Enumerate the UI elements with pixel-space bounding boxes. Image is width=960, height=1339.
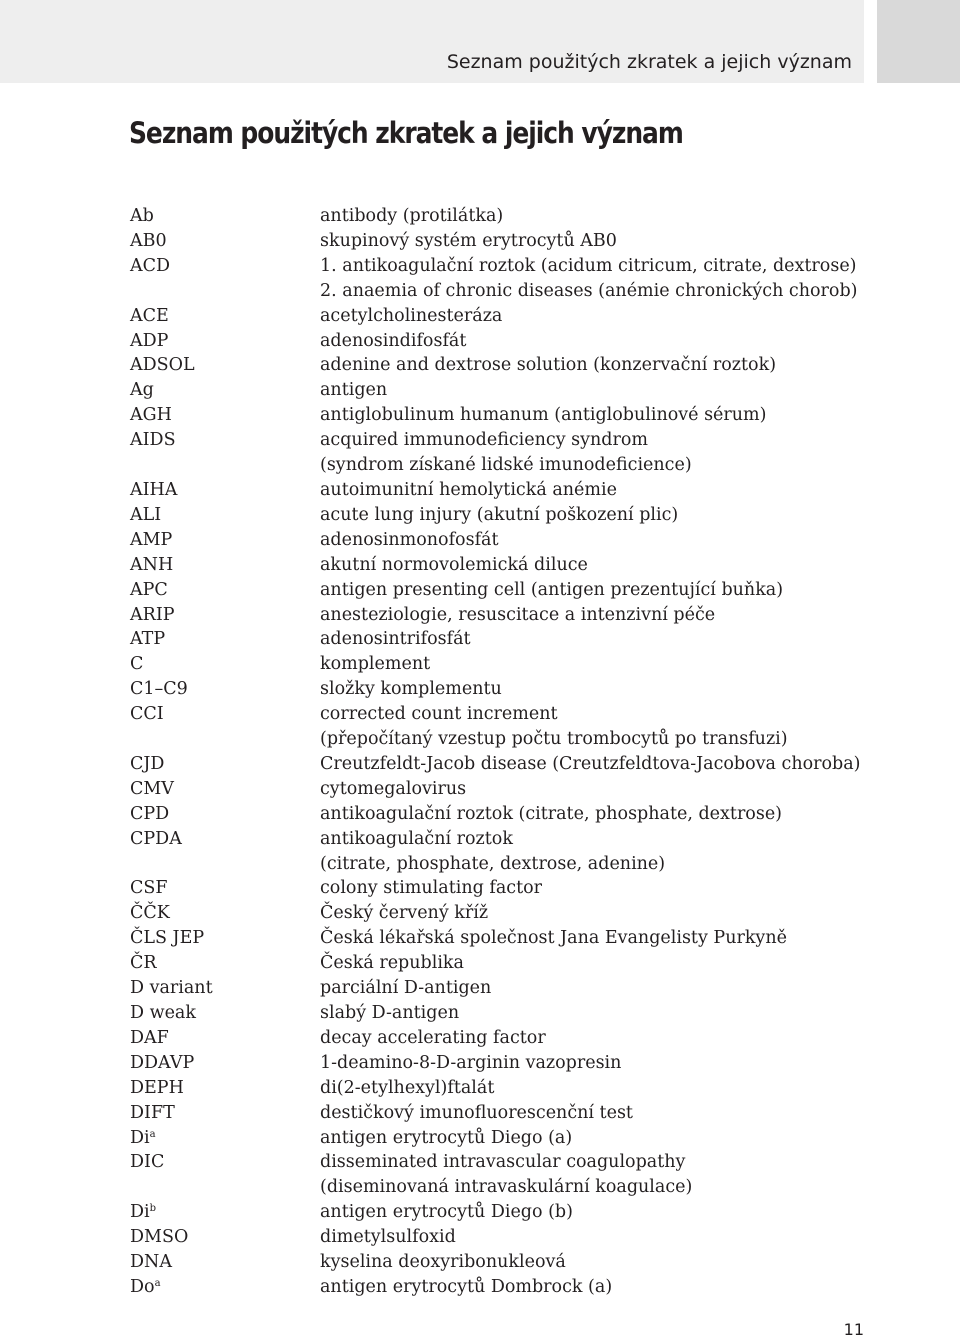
definition-line: 1. antikoagulační roztok (acidum citricum, citrate, dextrose): [320, 255, 857, 276]
abbreviation-term: [130, 976, 320, 1001]
abbreviation-term: [130, 1200, 320, 1225]
definition-line: akutní normovolemická diluce: [320, 554, 588, 575]
abbreviation-term-text: D weak: [130, 1003, 196, 1023]
abbreviation-row: [130, 752, 860, 777]
abbreviation-definition: [320, 1126, 860, 1151]
abbreviation-row: [130, 428, 860, 478]
abbreviation-row: [130, 403, 860, 428]
abbreviation-term: [130, 1126, 320, 1151]
abbreviation-row: [130, 229, 860, 254]
abbreviation-term: [130, 254, 320, 279]
abbreviation-row: [130, 876, 860, 901]
abbreviation-term: [130, 578, 320, 603]
abbreviation-term: [130, 1150, 320, 1175]
abbreviation-term: [130, 1225, 320, 1250]
abbreviation-term: [130, 802, 320, 827]
abbreviation-definition: [320, 1150, 860, 1200]
abbreviation-row: [130, 304, 860, 329]
abbreviation-term: [130, 1026, 320, 1051]
abbreviation-row: [130, 677, 860, 702]
abbreviation-term-text: AMP: [130, 529, 173, 550]
abbreviation-definition: [320, 802, 860, 827]
abbreviation-row: [130, 1126, 860, 1151]
abbreviation-row: [130, 951, 860, 976]
abbreviation-definition: [320, 478, 860, 503]
abbreviation-term-text: DIC: [130, 1152, 165, 1173]
abbreviation-list: [130, 204, 860, 1300]
abbreviation-term-text: CPDA: [130, 828, 182, 849]
abbreviation-definition: [320, 378, 860, 403]
abbreviation-term-text: C: [130, 654, 144, 675]
definition-line: Česká lékařská společnost Jana Evangelisty Purkyně: [320, 928, 787, 949]
definition-line: decay accelerating factor: [320, 1027, 546, 1048]
abbreviation-term: [130, 403, 320, 428]
abbreviation-term-text: C1–C9: [130, 679, 188, 700]
running-header: Seznam použitých zkratek a jejich význam: [446, 51, 852, 73]
definition-line: antigen presenting cell (antigen prezentující buňka): [320, 579, 784, 600]
abbreviation-definition: [320, 528, 860, 553]
definition-line: 1-deamino-8-D-arginin vazopresin: [320, 1052, 622, 1073]
abbreviation-term: [130, 652, 320, 677]
abbreviation-definition: [320, 304, 860, 329]
definition-line: adenosindifosfát: [320, 330, 467, 351]
abbreviation-definition: [320, 1051, 860, 1076]
abbreviation-definition: [320, 503, 860, 528]
abbreviation-definition: [320, 204, 860, 229]
abbreviation-term-text: DEPH: [130, 1077, 184, 1098]
abbreviation-term: [130, 777, 320, 802]
abbreviation-term-text: Ab: [130, 206, 154, 226]
definition-line: antigen erytrocytů Diego (b): [320, 1202, 573, 1223]
abbreviation-term-text: DAF: [130, 1027, 169, 1048]
abbreviation-superscript: a: [149, 1128, 156, 1140]
definition-line: colony stimulating factor: [320, 878, 543, 899]
definition-line: 2. anaemia of chronic diseases (anémie chronických chorob): [320, 280, 858, 301]
definition-line: kyselina deoxyribonukleová: [320, 1252, 566, 1273]
abbreviation-row: [130, 603, 860, 628]
abbreviation-term-text: DDAVP: [130, 1052, 195, 1073]
abbreviation-definition: [320, 329, 860, 354]
abbreviation-definition: [320, 403, 860, 428]
abbreviation-term-text: Di: [130, 1202, 150, 1223]
abbreviation-definition: [320, 1200, 860, 1225]
definition-line: acquired immunodeficiency syndrom: [320, 430, 648, 451]
abbreviation-term-text: ČR: [130, 953, 157, 974]
abbreviation-definition: [320, 777, 860, 802]
abbreviation-definition: [320, 702, 860, 752]
definition-line: destičkový imunofluorescenční test: [320, 1102, 633, 1123]
definition-line: antigen erytrocytů Diego (a): [320, 1127, 573, 1148]
definition-line: autoimunitní hemolytická anémie: [320, 479, 617, 500]
definition-line: komplement: [320, 654, 431, 675]
abbreviation-term: [130, 1101, 320, 1126]
abbreviation-row: [130, 1225, 860, 1250]
abbreviation-term: [130, 926, 320, 951]
abbreviation-term: [130, 677, 320, 702]
abbreviation-term: [130, 378, 320, 403]
abbreviation-term: [130, 304, 320, 329]
abbreviation-definition: [320, 1076, 860, 1101]
abbreviation-row: [130, 578, 860, 603]
abbreviation-row: [130, 1026, 860, 1051]
page-title: Seznam použitých zkratek a jejich význam: [129, 116, 683, 150]
abbreviation-term-text: DIFT: [130, 1102, 175, 1123]
abbreviation-row: [130, 1275, 860, 1300]
abbreviation-term-text: ČČK: [130, 903, 170, 924]
abbreviation-row: [130, 827, 860, 877]
abbreviation-row: [130, 627, 860, 652]
abbreviation-definition: [320, 1275, 860, 1300]
abbreviation-term: [130, 1076, 320, 1101]
abbreviation-term-text: CPD: [130, 803, 170, 824]
definition-line: disseminated intravascular coagulopathy: [320, 1152, 686, 1173]
abbreviation-definition: [320, 677, 860, 702]
abbreviation-row: [130, 553, 860, 578]
abbreviation-term: [130, 951, 320, 976]
definition-line: dimetylsulfoxid: [320, 1227, 456, 1248]
abbreviation-term-text: AIHA: [130, 479, 178, 500]
abbreviation-term-text: Di: [130, 1127, 150, 1148]
abbreviation-term-text: ACE: [130, 305, 169, 326]
abbreviation-term: [130, 503, 320, 528]
abbreviation-row: [130, 1250, 860, 1275]
abbreviation-definition: [320, 901, 860, 926]
abbreviation-definition: [320, 1225, 860, 1250]
abbreviation-row: [130, 478, 860, 503]
abbreviation-definition: [320, 1250, 860, 1275]
abbreviation-term: [130, 603, 320, 628]
header-corner-block: [877, 0, 960, 83]
abbreviation-term: [130, 428, 320, 453]
abbreviation-term-text: D variant: [130, 978, 213, 999]
abbreviation-definition: [320, 652, 860, 677]
definition-line: antigen erytrocytů Dombrock (a): [320, 1276, 613, 1297]
abbreviation-row: [130, 976, 860, 1001]
definition-line: acetylcholinesteráza: [320, 305, 503, 326]
abbreviation-term: [130, 876, 320, 901]
abbreviation-definition: [320, 976, 860, 1001]
abbreviation-term-text: CMV: [130, 778, 174, 799]
definition-line: antikoagulační roztok (citrate, phosphate, dextrose): [320, 803, 783, 824]
abbreviation-term-text: DNA: [130, 1252, 172, 1273]
abbreviation-term-text: Do: [130, 1276, 155, 1297]
abbreviation-row: [130, 1101, 860, 1126]
abbreviation-term: [130, 478, 320, 503]
abbreviation-term-text: Ag: [130, 380, 154, 401]
abbreviation-term: [130, 1275, 320, 1300]
abbreviation-definition: [320, 229, 860, 254]
abbreviation-row: [130, 702, 860, 752]
abbreviation-term: [130, 553, 320, 578]
definition-line: adenosintrifosfát: [320, 629, 471, 650]
abbreviation-term-text: AIDS: [130, 430, 176, 451]
definition-line: Český červený kříž: [320, 903, 489, 924]
abbreviation-row: [130, 204, 860, 229]
definition-line: adenosinmonofosfát: [320, 529, 499, 550]
definition-line: Česká republika: [320, 953, 464, 974]
abbreviation-term: [130, 204, 320, 229]
abbreviation-term: [130, 1001, 320, 1026]
abbreviation-term: [130, 1051, 320, 1076]
abbreviation-row: [130, 329, 860, 354]
definition-line: parciální D-antigen: [320, 978, 492, 999]
abbreviation-definition: [320, 1001, 860, 1026]
abbreviation-term-text: ADP: [130, 330, 169, 351]
abbreviation-definition: [320, 926, 860, 951]
abbreviation-superscript: b: [149, 1203, 157, 1215]
abbreviation-definition: [320, 876, 860, 901]
abbreviation-term-text: CCI: [130, 704, 164, 725]
abbreviation-term-text: ATP: [130, 629, 166, 650]
abbreviation-term-text: DMSO: [130, 1227, 189, 1248]
abbreviation-term-text: ARIP: [130, 604, 175, 625]
abbreviation-row: [130, 353, 860, 378]
definition-line: anesteziologie, resuscitace a intenzivní péče: [320, 604, 716, 625]
page-number: 11: [843, 1320, 864, 1339]
abbreviation-row: [130, 926, 860, 951]
abbreviation-definition: [320, 578, 860, 603]
abbreviation-row: [130, 1200, 860, 1225]
abbreviation-row: [130, 901, 860, 926]
abbreviation-definition: [320, 627, 860, 652]
abbreviation-term: [130, 901, 320, 926]
definition-line: cytomegalovirus: [320, 778, 467, 799]
definition-line: adenine and dextrose solution (konzervační roztok): [320, 355, 777, 376]
abbreviation-definition: [320, 951, 860, 976]
abbreviation-term-text: CJD: [130, 753, 165, 774]
definition-line: složky komplementu: [320, 679, 502, 700]
abbreviation-term-text: ČLS JEP: [130, 928, 205, 949]
abbreviation-row: [130, 1001, 860, 1026]
abbreviation-term-text: ALI: [130, 504, 162, 525]
abbreviation-definition: [320, 254, 860, 304]
abbreviation-term: [130, 752, 320, 777]
abbreviation-term-text: AGH: [130, 405, 172, 426]
definition-line: di(2-etylhexyl)ftalát: [320, 1077, 495, 1098]
abbreviation-row: [130, 254, 860, 304]
abbreviation-term: [130, 1250, 320, 1275]
abbreviation-term: [130, 353, 320, 378]
abbreviation-definition: [320, 752, 861, 777]
definition-line: (citrate, phosphate, dextrose, adenine): [320, 853, 666, 874]
abbreviation-term: [130, 627, 320, 652]
abbreviation-term: [130, 528, 320, 553]
abbreviation-term-text: ANH: [130, 554, 174, 575]
abbreviation-term-text: ADSOL: [130, 355, 195, 376]
abbreviation-term: [130, 329, 320, 354]
definition-line: (diseminovaná intravaskulární koagulace): [320, 1177, 693, 1198]
abbreviation-definition: [320, 603, 860, 628]
abbreviation-term-text: AB0: [130, 230, 167, 251]
abbreviation-term: [130, 702, 320, 727]
definition-line: acute lung injury (akutní poškození plic): [320, 504, 679, 525]
definition-line: skupinový systém erytrocytů AB0: [320, 230, 617, 251]
abbreviation-definition: [320, 1101, 860, 1126]
definition-line: antibody (protilátka): [320, 206, 504, 226]
abbreviation-row: [130, 777, 860, 802]
abbreviation-row: [130, 802, 860, 827]
definition-line: antigen: [320, 380, 388, 401]
definition-line: Creutzfeldt-Jacob disease (Creutzfeldtova-Jacobova choroba): [320, 753, 861, 774]
abbreviation-definition: [320, 353, 860, 378]
definition-line: corrected count increment: [320, 704, 558, 725]
abbreviation-definition: [320, 428, 860, 478]
abbreviation-row: [130, 1076, 860, 1101]
abbreviation-definition: [320, 827, 860, 877]
abbreviation-superscript: a: [154, 1277, 161, 1289]
abbreviation-row: [130, 1051, 860, 1076]
definition-line: slabý D-antigen: [320, 1003, 460, 1023]
abbreviation-row: [130, 1150, 860, 1200]
abbreviation-term-text: ACD: [130, 255, 171, 276]
abbreviation-definition: [320, 1026, 860, 1051]
abbreviation-row: [130, 378, 860, 403]
abbreviation-definition: [320, 553, 860, 578]
definition-line: (přepočítaný vzestup počtu trombocytů po transfuzi): [320, 729, 788, 750]
abbreviation-term: [130, 229, 320, 254]
abbreviation-row: [130, 503, 860, 528]
definition-line: (syndrom získané lidské imunodeficience): [320, 455, 692, 476]
abbreviation-row: [130, 652, 860, 677]
abbreviation-row: [130, 528, 860, 553]
abbreviation-term-text: CSF: [130, 878, 168, 899]
definition-line: antiglobulinum humanum (antiglobulinové sérum): [320, 405, 767, 426]
definition-line: antikoagulační roztok: [320, 828, 513, 849]
abbreviation-term-text: APC: [130, 579, 168, 600]
abbreviation-term: [130, 827, 320, 852]
